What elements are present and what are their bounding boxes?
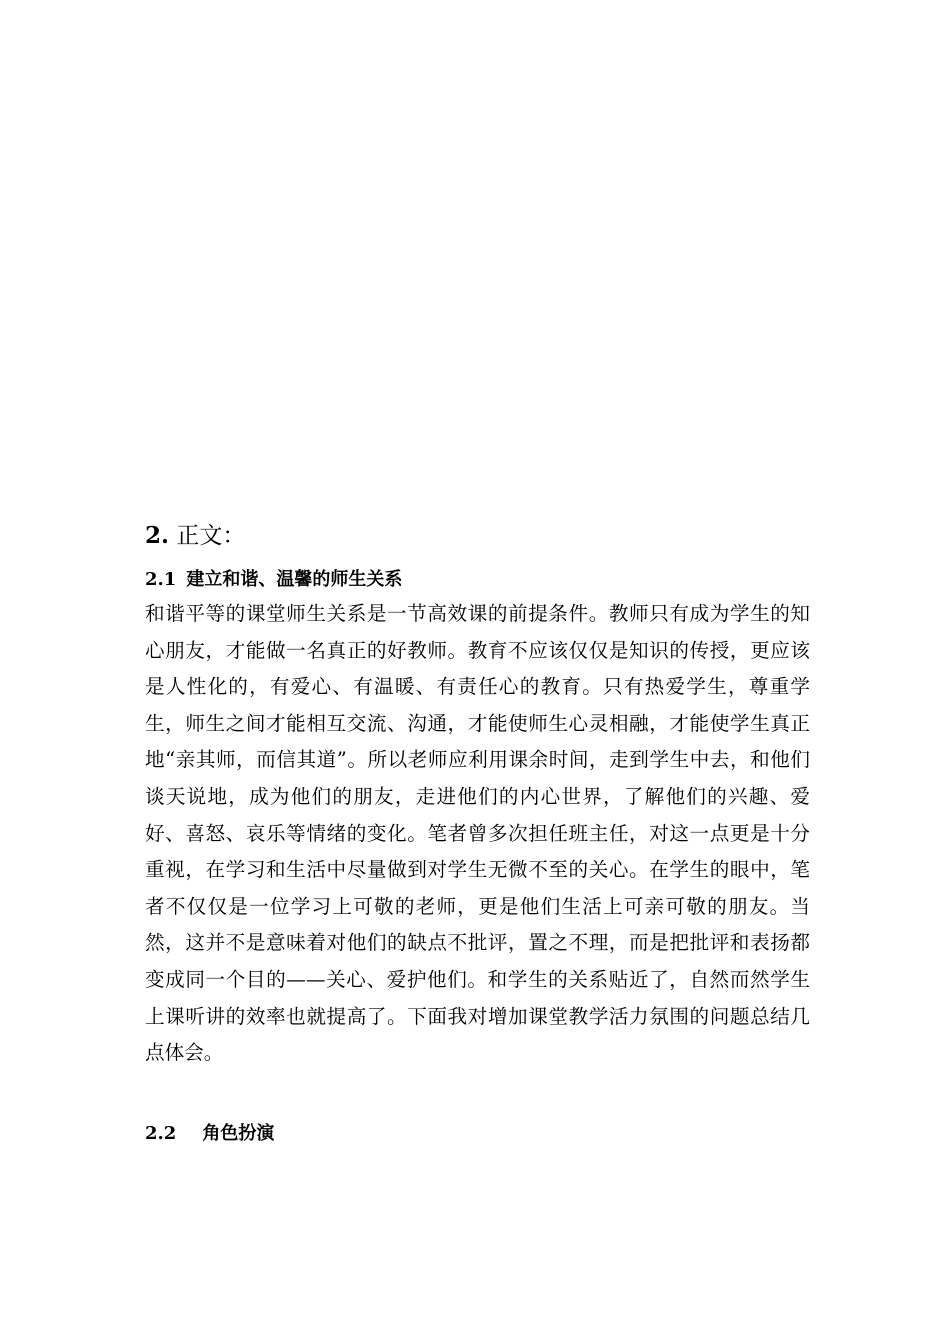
section-title: 建立和谐、温馨的师生关系 [186, 569, 403, 590]
section-heading-2-1 [145, 566, 810, 594]
section-heading-2-2 [145, 1120, 810, 1148]
page-content [145, 520, 810, 1150]
main-heading [145, 520, 810, 552]
section-paragraph: 和谐平等的课堂师生关系是一节高效课的前提条件。教师只有成为学生的知心朋友，才能做一名真正的好教师。教育不应该仅仅是知识的传授，更应该是人性化的，有爱心、有温暖、有责任心的教育。只有热爱学生，尊重学生，师生之间才能相互交流、沟通，才能使师生心灵相融，才能使学生真正地“亲其师，而信其道”。所以老师应利用课余时间，走到学生中去，和他们谈天说地，成为他们的朋友，走进他们的内心世界，了解他们的兴趣、爱好、喜怒、哀乐等情绪的变化。笔者曾多次担任班主任，对这一点更是十分重视，在学习和生活中尽量做到对学生无微不至的关心。在学生的眼中，笔者不仅仅是一位学习上可敬的老师，更是他们生活上可亲可敬的朋友。当然，这并不是意味着对他们的缺点不批评，置之不理，而是把批评和表扬都变成同一个目的——关心、爱护他们。和学生的关系贴近了，自然而然学生上课听讲的效率也就提高了。下面我对增加课堂教学活力氛围的问题总结几点体会。 [145, 602, 810, 1065]
main-heading-title: 正文： [176, 523, 246, 549]
section-number: 2.2 [145, 1122, 177, 1144]
section-number: 2.1 [145, 569, 177, 590]
section-title: 角色扮演 [202, 1122, 275, 1144]
main-heading-number: 2. [145, 522, 170, 549]
